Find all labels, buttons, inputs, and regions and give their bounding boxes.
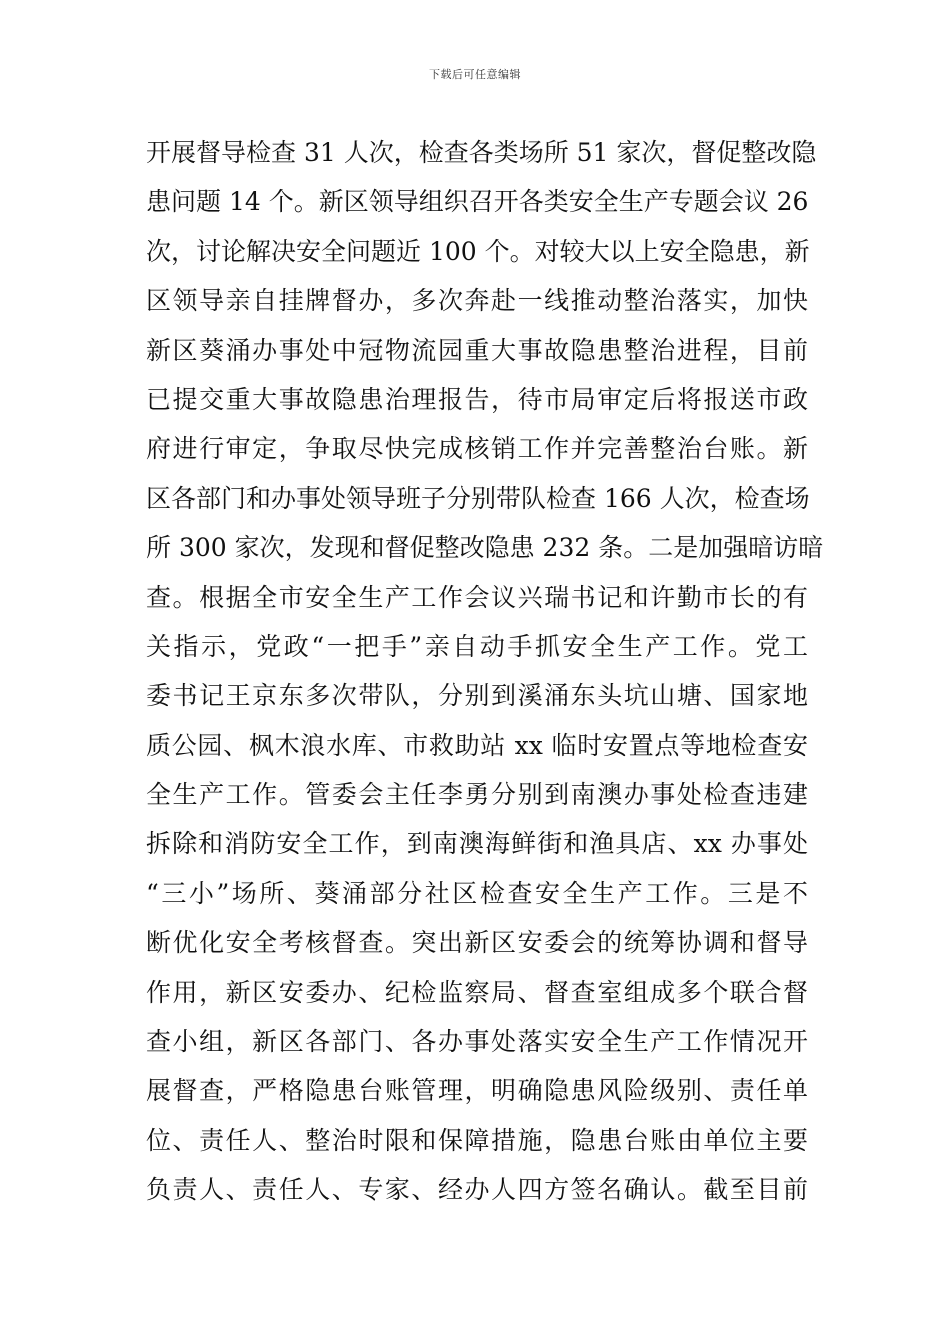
paragraph-line: 区各部门和办事处领导班子分别带队检查 166 人次，检查场 bbox=[146, 483, 810, 513]
paragraph-line: 次，讨论解决安全问题近 100 个。对较大以上安全隐患，新 bbox=[146, 236, 810, 266]
body-paragraph bbox=[146, 128, 824, 1215]
paragraph-line: 所 300 家次，发现和督促整改隐患 232 条。二是加强暗访暗 bbox=[146, 533, 824, 563]
paragraph-line: 查小组，新区各部门、各办事处落实安全生产工作情况开 bbox=[146, 1027, 808, 1057]
paragraph-line: 开展督导检查 31 人次，检查各类场所 51 家次，督促整改隐 bbox=[146, 138, 817, 167]
paragraph-line: “三小”场所、葵涌部分社区检查安全生产工作。三是不 bbox=[146, 878, 808, 908]
paragraph-line: 查。根据全市安全生产工作会议兴瑞书记和许勤市长的有 bbox=[146, 582, 808, 612]
paragraph-line: 负责人、责任人、专家、经办人四方签名确认。截至目前 bbox=[146, 1175, 808, 1205]
paragraph-line: 展督查，严格隐患台账管理，明确隐患风险级别、责任单 bbox=[146, 1076, 808, 1106]
paragraph-line: 质公园、枫木浪水库、市救助站 xx 临时安置点等地检查安 bbox=[146, 730, 808, 760]
paragraph-line: 作用，新区安委办、纪检监察局、督查室组成多个联合督 bbox=[146, 977, 808, 1007]
paragraph-line: 患问题 14 个。新区领导组织召开各类安全生产专题会议 26 bbox=[146, 187, 809, 217]
paragraph-line: 府进行审定，争取尽快完成核销工作并完善整治台账。新 bbox=[146, 434, 808, 464]
paragraph-line: 全生产工作。管委会主任李勇分别到南澳办事处检查违建 bbox=[146, 780, 808, 810]
paragraph-line: 已提交重大事故隐患治理报告，待市局审定后将报送市政 bbox=[146, 384, 808, 414]
paragraph-line: 断优化安全考核督查。突出新区安委会的统筹协调和督导 bbox=[146, 928, 808, 958]
paragraph-line: 关指示，党政“一把手”亲自动手抓安全生产工作。党工 bbox=[146, 631, 808, 661]
paragraph-line: 拆除和消防安全工作，到南澳海鲜街和渔具店、xx 办事处 bbox=[146, 829, 808, 859]
paragraph-line: 区领导亲自挂牌督办，多次奔赴一线推动整治落实，加快 bbox=[146, 286, 808, 316]
page-header: 下载后可任意编辑 bbox=[429, 68, 521, 81]
paragraph-line: 委书记王京东多次带队，分别到溪涌东头坑山塘、国家地 bbox=[146, 681, 808, 711]
paragraph-line: 位、责任人、整治时限和保障措施，隐患台账由单位主要 bbox=[146, 1125, 808, 1155]
paragraph-line: 新区葵涌办事处中冠物流园重大事故隐患整治进程，目前 bbox=[146, 335, 808, 365]
